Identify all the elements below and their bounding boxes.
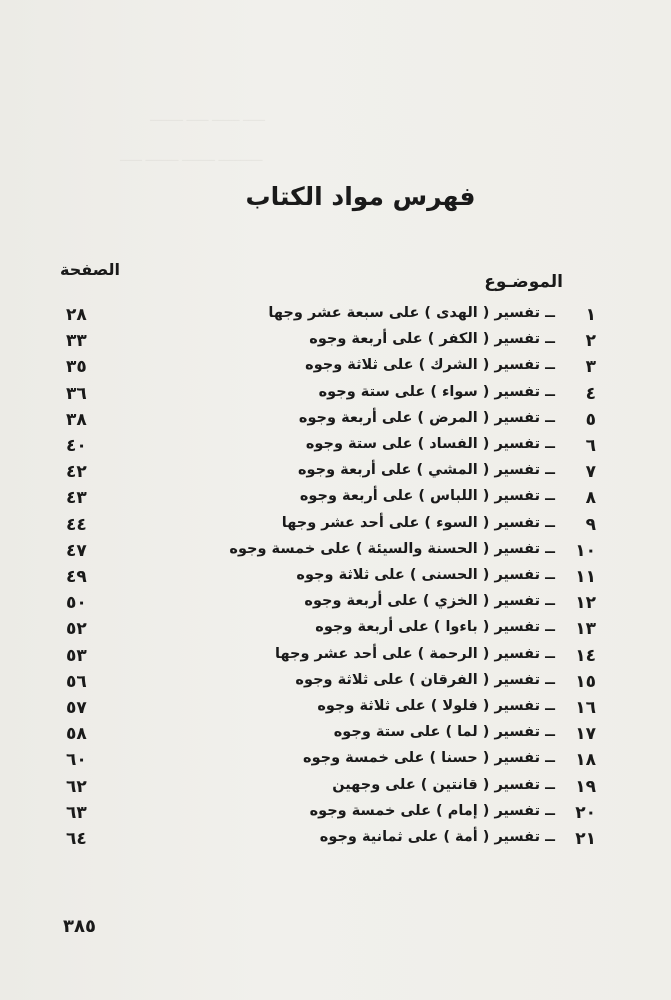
entry-text: ــ تفسير ( إمام ) على خمسة وجوه: [309, 802, 555, 819]
toc-entry: [0, 357, 671, 383]
page-number: ٤٧: [66, 540, 87, 561]
entry-number: ١: [585, 305, 596, 325]
toc-entry: [0, 619, 671, 645]
entry-number: ٦: [585, 436, 596, 456]
toc-entry: [0, 515, 671, 541]
entry-text: ــ تفسير ( الحسنة والسيئة ) على خمسة وجوه: [229, 540, 555, 557]
entry-number: ٢: [585, 331, 596, 352]
entry-number: ١٧: [575, 724, 596, 745]
entry-number: ١٢: [575, 593, 596, 614]
entry-number: ١٥: [575, 671, 596, 692]
page-number: ٦٣: [66, 802, 87, 823]
toc-entry: [0, 384, 671, 410]
entry-text: ــ تفسير ( الشرك ) على ثلاثة وجوه: [305, 357, 555, 374]
page-number: ٦٤: [66, 829, 87, 849]
toc-entry: [0, 672, 671, 698]
page-number: ٣٦: [66, 383, 87, 404]
toc-entry: [0, 436, 671, 462]
page-column-header: الصفحة: [60, 260, 121, 279]
entry-text: ــ تفسير ( باءوا ) على أربعة وجوه: [315, 619, 555, 636]
folio-page-number: ٣٨٥: [63, 916, 96, 937]
page-number: ٥٣: [66, 645, 87, 666]
page-number: ٤٤: [66, 514, 87, 535]
toc-entry: [0, 567, 671, 593]
toc-entry: [0, 698, 671, 724]
entry-text: ــ تفسير ( اللباس ) على أربعة وجوه: [299, 488, 555, 505]
toc-entry: [0, 777, 671, 803]
entry-text: ــ تفسير ( فلولا ) على ثلاثة وجوه: [317, 698, 555, 714]
show-through: ________ ______ ______ ____: [120, 148, 263, 161]
toc-entry: [0, 724, 671, 750]
entry-number: ٢١: [575, 829, 596, 849]
entry-number: ١٦: [575, 698, 596, 718]
page-number: ٥٦: [66, 671, 87, 692]
page-number: ٥٧: [66, 698, 87, 718]
page-number: ٤٠: [66, 436, 87, 456]
entry-number: ٣: [585, 357, 596, 378]
toc-entry: [0, 593, 671, 619]
entry-text: ــ تفسير ( حسنا ) على خمسة وجوه: [303, 750, 555, 767]
toc-entry: [0, 488, 671, 514]
entry-text: ــ تفسير ( الحسنى ) على ثلاثة وجوه: [296, 567, 555, 583]
toc-entry: [0, 305, 671, 331]
page-number: ٣٣: [66, 331, 87, 352]
entry-number: ٧: [585, 462, 596, 483]
topic-column-header: الموضـوع: [484, 272, 563, 292]
entry-text: ــ تفسير ( الفرقان ) على ثلاثة وجوه: [295, 671, 555, 688]
entry-text: ــ تفسير ( المشي ) على أربعة وجوه: [298, 462, 555, 479]
page-number: ٤٣: [66, 488, 87, 509]
page-number: ٦٠: [66, 750, 87, 771]
page-number: ٥٠: [66, 593, 87, 614]
toc-entry: [0, 462, 671, 488]
entry-text: ــ تفسير ( السوء ) على أحد عشر وجها: [281, 514, 555, 531]
entry-text: ــ تفسير ( الكفر ) على أربعة وجوه: [309, 331, 555, 348]
entry-number: ٤: [585, 383, 596, 404]
entry-text: ــ تفسير ( الهدى ) على سبعة عشر وجها: [268, 305, 555, 321]
page-number: ٤٩: [66, 567, 87, 587]
page-number: ٦٢: [66, 776, 87, 797]
page-number: ٥٢: [66, 619, 87, 640]
toc-entry: [0, 541, 671, 567]
entry-number: ١٨: [575, 750, 596, 771]
page-number: ٣٥: [66, 357, 87, 378]
entry-number: ٨: [585, 488, 596, 509]
toc-entry: [0, 410, 671, 436]
toc-entry: [0, 646, 671, 672]
entry-number: ١١: [575, 567, 596, 587]
toc-entry: [0, 829, 671, 855]
entry-number: ١٩: [575, 776, 596, 797]
show-through: ____ _____ ____ ______: [150, 108, 265, 121]
entry-number: ١٤: [575, 645, 596, 666]
entry-number: ١٠: [575, 540, 596, 561]
entry-text: ــ تفسير ( قانتين ) على وجهين: [332, 776, 555, 793]
entry-number: ٩: [585, 514, 596, 535]
entry-text: ــ تفسير ( أمة ) على ثمانية وجوه: [319, 829, 555, 845]
page-number: ٣٨: [66, 409, 87, 430]
entry-number: ١٣: [575, 619, 596, 640]
page-number: ٤٢: [66, 462, 87, 483]
entry-number: ٥: [585, 409, 596, 430]
entry-text: ــ تفسير ( الرحمة ) على أحد عشر وجها: [275, 645, 555, 662]
page-number: ٢٨: [66, 305, 87, 325]
toc-entry: [0, 750, 671, 776]
entry-number: ٢٠: [575, 802, 596, 823]
entry-text: ــ تفسير ( الخزي ) على أربعة وجوه: [304, 593, 555, 610]
toc-entry: [0, 331, 671, 357]
toc-entry: [0, 803, 671, 829]
entry-text: ــ تفسير ( المرض ) على أربعة وجوه: [298, 409, 555, 426]
entry-text: ــ تفسير ( الفساد ) على ستة وجوه: [305, 436, 555, 452]
entry-text: ــ تفسير ( سواء ) على ستة وجوه: [318, 383, 555, 400]
page-number: ٥٨: [66, 724, 87, 745]
entry-text: ــ تفسير ( لما ) على ستة وجوه: [333, 724, 555, 741]
page-title: فهرس مواد الكتاب: [245, 182, 476, 211]
